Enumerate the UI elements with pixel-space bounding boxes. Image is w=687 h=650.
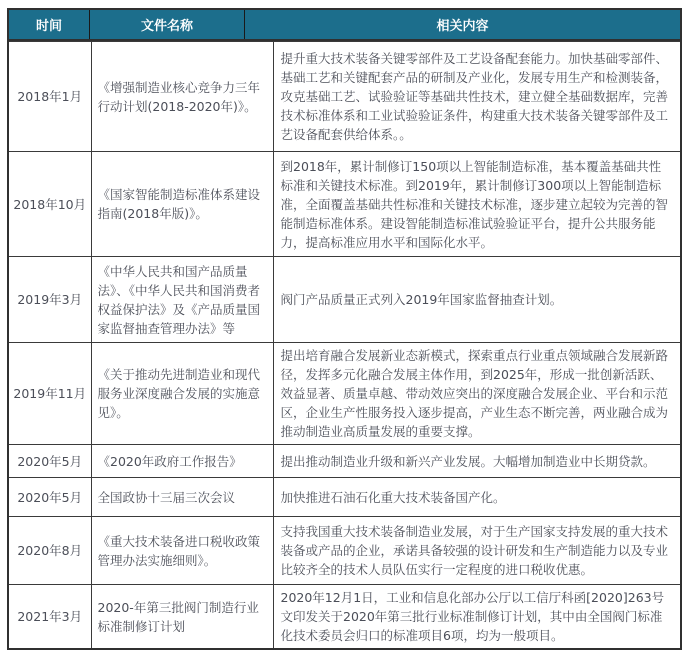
cell-doc-name: 《国家智能制造标准体系建设指南(2018年版)》。 [91, 152, 273, 257]
cell-content: 提升重大技术装备关键零部件及工艺设备配套能力。加快基础零部件、基础工艺和关键配套产品的研制及产业化，发展专用生产和检测装备，攻克基础工艺、试验验证等基础共性技术，建立健全基础数据库，完善技术标准体系和工业试验验证条件，构建重大技术装备关键零部件及工艺设备配套供给体系。。 [273, 42, 681, 152]
table-row [8, 42, 681, 152]
cell-content: 到2018年，累计制修订150项以上智能制造标准，基本覆盖基础共性标准和关键技术标准。到2019年，累计制修订300项以上智能制造标准，全面覆盖基础共性标准和关键技术标准，逐步建立起较为完善的智能制造标准体系。建设智能制造标准试验验证平台，提升公共服务能力，提高标准应用水平和国际化水平。 [273, 152, 681, 257]
table-row [8, 478, 681, 517]
cell-doc-name: 《重大技术装备进口税收政策管理办法实施细则》。 [91, 517, 273, 585]
table-body [7, 41, 682, 650]
table-row [8, 343, 681, 445]
policy-table [7, 8, 682, 650]
cell-doc-name: 全国政协十三届三次会议 [91, 478, 273, 517]
table-row [8, 517, 681, 585]
cell-time: 2019年11月 [8, 343, 91, 445]
cell-doc-name: 《2020年政府工作报告》 [91, 445, 273, 478]
cell-doc-name: 《关于推动先进制造业和现代服务业深度融合发展的实施意见》。 [91, 343, 273, 445]
cell-content: 加快推进石油石化重大技术装备国产化。 [273, 478, 681, 517]
header-cell-doc-name: 文件名称 [90, 10, 245, 39]
cell-time: 2021年3月 [8, 585, 91, 650]
cell-content: 提出推动制造业升级和新兴产业发展。大幅增加制造业中长期贷款。 [273, 445, 681, 478]
cell-doc-name: 《增强制造业核心竞争力三年行动计划(2018-2020年)》。 [91, 42, 273, 152]
header-cell-content: 相关内容 [436, 19, 489, 34]
cell-content: 阀门产品质量正式列入2019年国家监督抽查计划。 [273, 257, 681, 343]
cell-time: 2018年10月 [8, 152, 91, 257]
cell-content: 提出培育融合发展新业态新模式，探索重点行业重点领域融合发展新路径，发挥多元化融合发展主体作用，到2025年，形成一批创新活跃、效益显著、质量卓越、带动效应突出的深度融合发展企业、平台和示范区，企业生产性服务投入逐步提高，产业生态不断完善，两业融合成为推动制造业高质量发展的重要支撑。 [273, 343, 681, 445]
header-cell-time: 时间 [9, 10, 90, 39]
table-header-row [7, 8, 682, 41]
cell-content: 2020年12月1日，工业和信息化部办公厅以工信厅科函[2020]263号文印发关于2020年第三批行业标准制修订计划，其中由全国阀门标准化技术委员会归口的标准项目6项，均为一般项目。 [273, 585, 681, 650]
table-row [8, 585, 681, 650]
table-row [8, 152, 681, 257]
cell-time: 2020年8月 [8, 517, 91, 585]
cell-doc-name: 《中华人民共和国产品质量法》、《中华人民共和国消费者权益保护法》及《产品质量国家监督抽查管理办法》等 [91, 257, 273, 343]
cell-time: 2020年5月 [8, 478, 91, 517]
cell-content: 支持我国重大技术装备制造业发展，对于生产国家支持发展的重大技术装备或产品的企业，承诺具备较强的设计研发和生产制造能力以及专业比较齐全的技术人员队伍实行一定程度的进口税收优惠。 [273, 517, 681, 585]
cell-time: 2018年1月 [8, 42, 91, 152]
cell-doc-name: 2020-年第三批阀门制造行业标准制修订计划 [91, 585, 273, 650]
table-row [8, 445, 681, 478]
cell-time: 2019年3月 [8, 257, 91, 343]
cell-time: 2020年5月 [8, 445, 91, 478]
table-row [8, 257, 681, 343]
